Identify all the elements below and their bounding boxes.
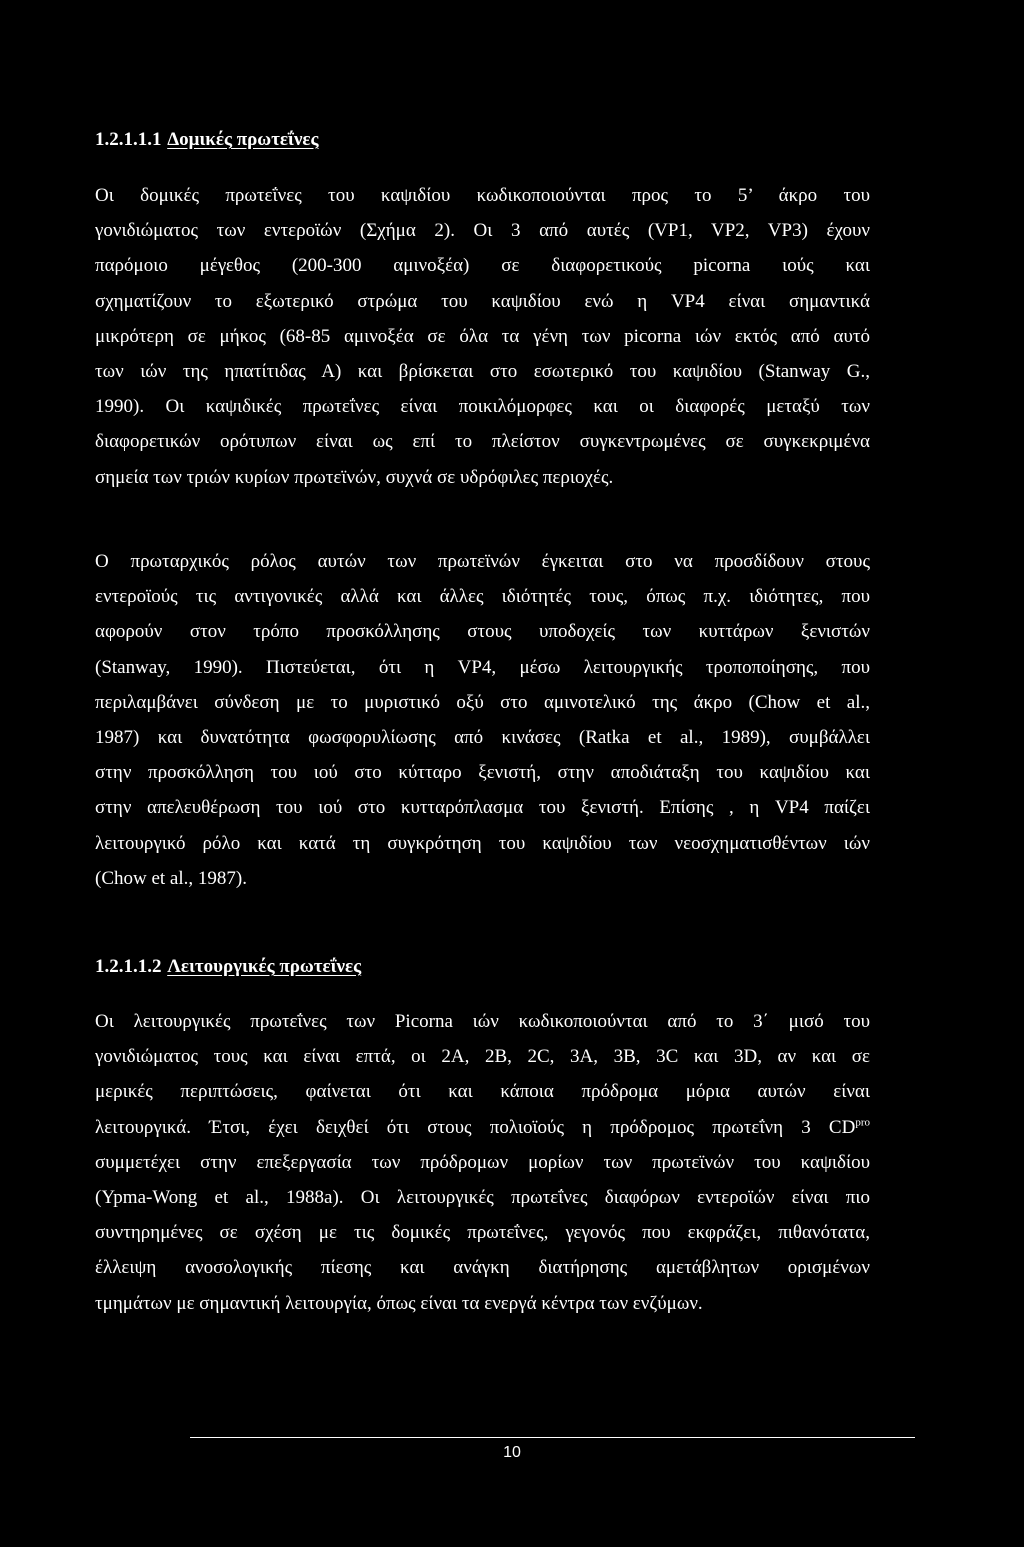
section-heading-functional-proteins [95, 955, 361, 979]
text-line: λειτουργικό ρόλο και κατά τη συγκρότηση του καψιδίου των νεοσχηματισθέντων ιών [95, 832, 870, 854]
text-line: μικρότερη σε μήκος (68-85 αμινοξέα σε όλα τα γένη των picorna ιών εκτός από αυτό [95, 325, 870, 347]
text-line: σημεία των τριών κυρίων πρωτεϊνών, συχνά σε υδρόφιλες περιοχές. [95, 466, 614, 488]
text-line: περιλαμβάνει σύνδεση με το μυριστικό οξύ στο αμινοτελικό της άκρο (Chow et al., [95, 691, 870, 713]
text-line: Οι λειτουργικές πρωτεΐνες των Picorna ιών κωδικοποιούνται από το 3΄ μισό του [95, 1011, 870, 1032]
text-line: αφορούν στον τρόπο προσκόλλησης στους υποδοχείς των κυττάρων ξενιστών [95, 621, 870, 643]
text-line: (Ypma-Wong et al., 1988a). Οι λειτουργικές πρωτεΐνες διαφόρων εντεροϊών είναι πιο [95, 1187, 870, 1209]
text-line: εντεροϊούς τις αντιγονικές αλλά και άλλες ιδιότητές τους, όπως π.χ. ιδιότητες, που [95, 586, 870, 608]
page-number: 10 [503, 1444, 521, 1461]
text-line: 1987) και δυνατότητα φωσφορυλίωσης από κινάσες (Ratka et al., 1989), συμβάλλει [95, 727, 870, 749]
paragraph-functional-proteins [95, 1004, 870, 1321]
section-number: 1.2.1.1.2 [95, 956, 162, 977]
text-line: στην απελευθέρωση του ιού στο κυτταρόπλασμα του ξενιστή. Επίσης , η VP4 παίζει [95, 797, 870, 819]
text-line: στην προσκόλληση του ιού στο κύτταρο ξενιστή, στην αποδιάταξη του καψιδίου και [95, 762, 870, 784]
text-line: παρόμοιο μέγεθος (200-300 αμινοξέα) σε διαφορετικούς picorna ιούς και [95, 255, 870, 277]
text-line: διαφορετικών ορότυπων είναι ως επί το πλείστον συγκεντρωμένες σε συγκεκριμένα [95, 431, 870, 453]
paragraph-structural-proteins [95, 178, 870, 495]
paragraph-primary-role [95, 544, 870, 896]
section-title: Δομικές πρωτεΐνες [167, 129, 319, 150]
text-line: μερικές περιπτώσεις, φαίνεται ότι και κάποια πρόδρομα μόρια αυτών είναι [95, 1081, 870, 1103]
text-line: (Chow et al., 1987). [95, 867, 247, 889]
section-heading-structural-proteins [95, 128, 319, 152]
text-line: τμημάτων με σημαντική λειτουργία, όπως είναι τα ενεργά κέντρα των ενζύμων. [95, 1292, 703, 1314]
text-line: γονιδιώματος τους και είναι επτά, οι 2Α, 2Β, 2C, 3A, 3B, 3C και 3D, αν και σε [95, 1046, 870, 1068]
text-line: (Stanway, 1990). Πιστεύεται, ότι η VP4, μέσω λειτουργικής τροποποίησης, που [95, 656, 870, 678]
text-line: συμμετέχει στην επεξεργασία των πρόδρομων μορίων των πρωτεϊνών του καψιδίου [95, 1151, 870, 1173]
section-title: Λειτουργικές πρωτεΐνες [167, 956, 362, 977]
text-line: 1990). Οι καψιδικές πρωτεΐνες είναι ποικιλόμορφες και οι διαφορές μεταξύ των [95, 396, 870, 418]
text-line: Οι δομικές πρωτεΐνες του καψιδίου κωδικοποιούνται προς το 5’ άκρο του [95, 185, 870, 206]
text-line-with-superscript [95, 1110, 870, 1145]
text-line: σχηματίζουν το εξωτερικό στρώμα του καψιδίου ενώ η VP4 είναι σημαντικά [95, 290, 870, 312]
text-line: Ο πρωταρχικός ρόλος αυτών των πρωτεϊνών έγκειται στο να προσδίδουν στους [95, 551, 870, 572]
text-line: των ιών της ηπατίτιδας Α) και βρίσκεται στο εσωτερικό του καψιδίου (Stanway G., [95, 361, 870, 383]
text-fragment: λειτουργικά. Έτσι, έχει δειχθεί ότι στους πολιοϊούς η πρόδρομος πρωτεΐνη 3 CD [95, 1116, 856, 1138]
footer-divider [190, 1437, 915, 1438]
section-number: 1.2.1.1.1 [95, 129, 162, 150]
superscript-pro: pro [855, 1116, 870, 1129]
text-line: έλλειψη ανοσολογικής πίεσης και ανάγκη διατήρησης αμετάβλητων ορισμένων [95, 1257, 870, 1279]
document-page [95, 0, 870, 1547]
text-line: συντηρημένες σε σχέση με τις δομικές πρωτεΐνες, γεγονός που εκφράζει, πιθανότατα, [95, 1222, 870, 1244]
text-line: γονιδιώματος των εντεροϊών (Σχήμα 2). Οι 3 από αυτές (VP1, VP2, VP3) έχουν [95, 220, 870, 242]
